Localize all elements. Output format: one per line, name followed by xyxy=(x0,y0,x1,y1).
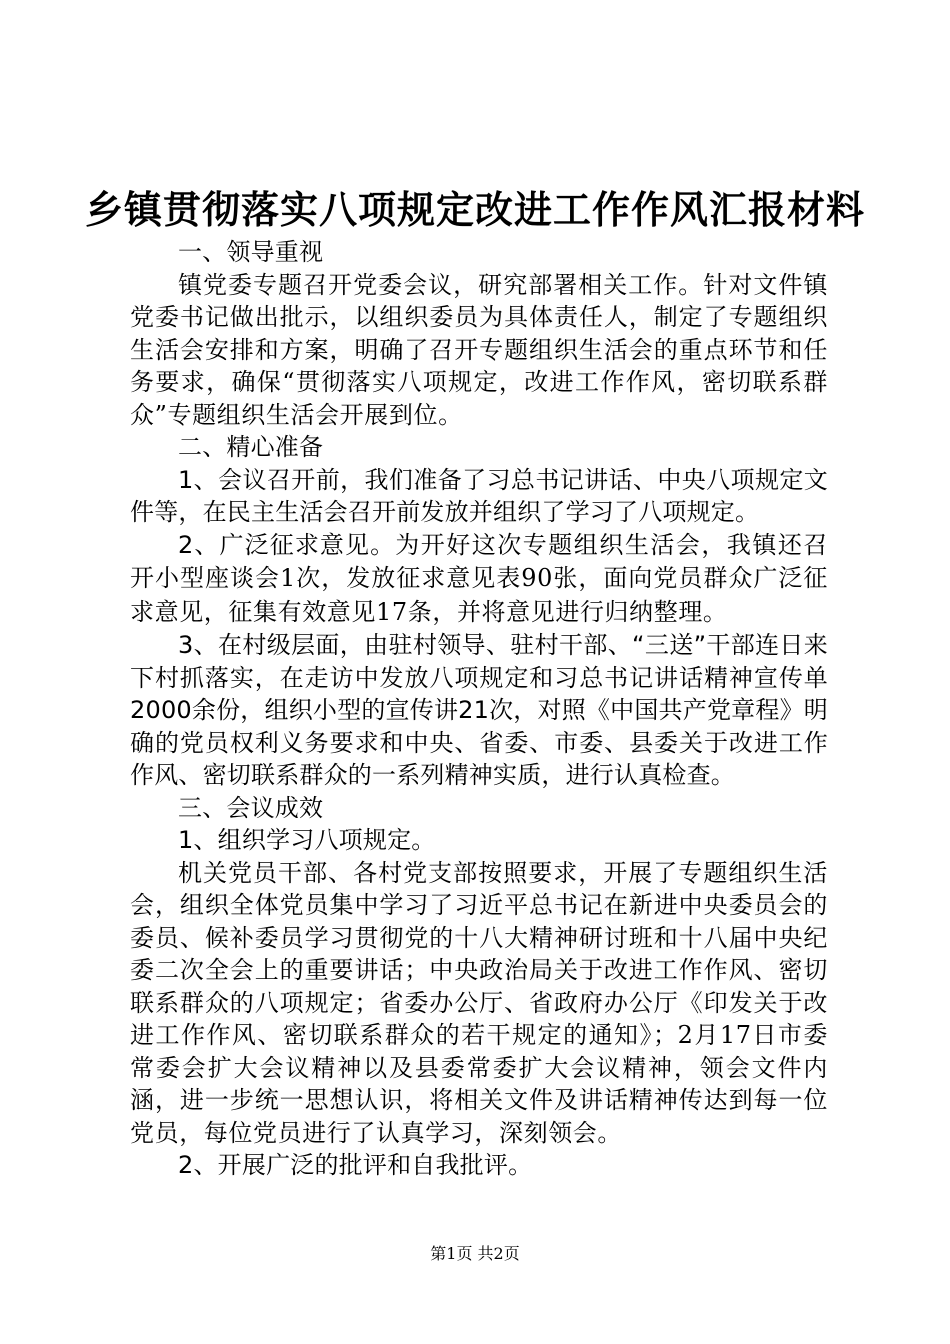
paragraph-leadership: 镇党委专题召开党委会议，研究部署相关工作。针对文件镇党委书记做出批示，以组织委员为具体责任人，制定了专题组织生活会安排和方案，明确了召开专题组织生活会的重点环节和任务要求，确保“贯彻落实八项规定，改进工作作风，密切联系群众”专题组织生活会开展到位。 xyxy=(130,270,828,429)
paragraph-preparation-2 xyxy=(130,529,828,630)
document-title: 乡镇贯彻落实八项规定改进工作作风汇报材料 xyxy=(84,188,865,232)
section-heading-1: 一、领导重视 xyxy=(178,238,324,266)
paragraph-preparation-1: 1、会议召开前，我们准备了习总书记讲话、中央八项规定文件等，在民主生活会召开前发放并组织了学习了八项规定。 xyxy=(130,465,828,526)
section-heading-2: 二、精心准备 xyxy=(178,433,324,461)
paragraph-rest: 为开好这次专题组织生活会，我镇还召开小型座谈会1次，发放征求意见表90张，面向党员群众广泛征求意见，征集有效意见17条，并将意见进行归纳整理。 xyxy=(130,530,828,626)
paragraph-lead: 2、广泛征求意见。 xyxy=(178,530,396,559)
paragraph-study: 机关党员干部、各村党支部按照要求，开展了专题组织生活会，组织全体党员集中学习了习近平总书记在新进中央委员会的委员、候补委员学习贯彻党的十八大精神研讨班和十八届中央纪委二次全会上的重要讲话；中央政治局关于改进工作作风、密切联系群众的八项规定；省委办公厅、省政府办公厅《印发关于改进工作作风、密切联系群众的若干规定的通知》；2月17日市委常委会扩大会议精神以及县委常委扩大会议精神，领会文件内涵，进一步统一思想认识，将相关文件及讲话精神传达到每一位党员，每位党员进行了认真学习，深刻领会。 xyxy=(130,858,828,1147)
subheading-criticism: 2、开展广泛的批评和自我批评。 xyxy=(178,1151,533,1179)
subheading-study: 1、组织学习八项规定。 xyxy=(178,826,436,854)
section-heading-3: 三、会议成效 xyxy=(178,793,324,822)
page-footer: 第1页 共2页 xyxy=(430,1244,520,1263)
paragraph-preparation-3: 3、在村级层面，由驻村领导、驻村干部、“三送”干部连日来下村抓落实，在走访中发放八项规定和习总书记讲话精神宣传单2000余份，组织小型的宣传讲21次，对照《中国共产党章程》明确的党员权利义务要求和中央、省委、市委、县委关于改进工作作风、密切联系群众的一系列精神实质，进行认真检查。 xyxy=(130,631,828,789)
document-body xyxy=(130,236,828,1182)
